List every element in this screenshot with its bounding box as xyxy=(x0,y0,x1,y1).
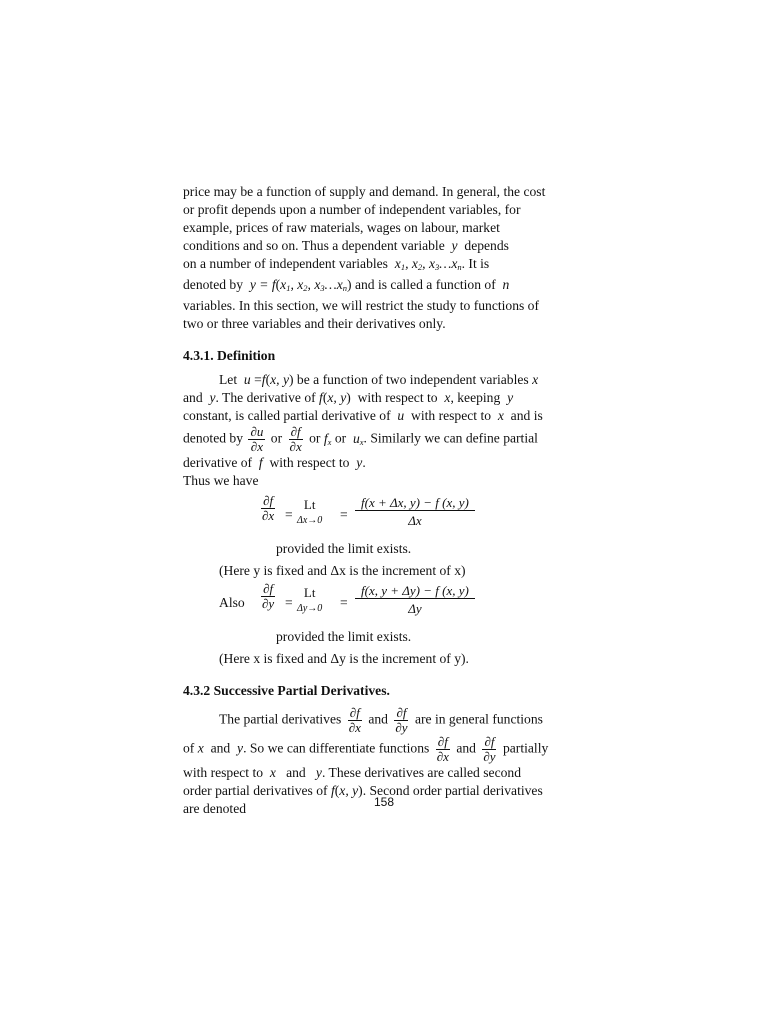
equation-partial-x: $\frac{\partial f}{\partial x}$ = Lt Δx→0 = f(x + Δx, y) − f (x, y) Δx xyxy=(183,494,586,538)
section-heading-successive: 4.3.2 Successive Partial Derivatives. xyxy=(183,683,390,698)
equation-partial-y: Also $\frac{\partial f}{\partial y}$ = Lt Δy→0 = f(x, y + Δy) − f (x, y) Δy xyxy=(183,582,586,626)
note-x-fixed: (Here x is fixed and Δy is the increment of y). xyxy=(219,651,469,666)
paragraph-successive: The partial derivatives $\frac{\partial f}{\partial x}$ and $\frac{\partial f}{\partial y}$ are in general functions of x and y. So we can differentiate functions $\frac{\partial f}{\partial x}$ and $\frac{\partial f}{\partial y}$ partially with respect to x and y. These derivatives are called second order partial derivatives of f(x, y). Second order partial derivatives are denoted xyxy=(183,705,549,816)
page-number: 158 xyxy=(373,795,395,809)
thus-we-have-text: Thus we have xyxy=(183,473,259,488)
document-body: price may be a function of supply and demand. In general, the cost or profit depends upon a number of independent variables, for example, prices of raw materials, wages on labour, market conditions and so on. Thus a dependent variable y depends on a number of independent variables $x_1$, $x_2$, $x_3\dots x_n$. It is denoted by $y = f(x_1$, $x_2$, $x_3\dots x_n$) and is called a function of n variables. In this section, we will restrict the study to functions of two or three variables and their derivatives only. 4.3.1. Definition Let u =f(x, y) be a function of two independent variables x and y. The derivative of f(x, y) with respect to x, keeping y constant, is called partial derivative of u with respect to x and is denoted by $\frac{\partial u}{\partial x}$ or $\frac{\partial f}{\partial x}$ or $f_x$ or $u_x$. Similarly we can define partial derivative of f with respect to y. Thus we have $\frac{\partial f}{\partial x}$ = Lt Δx→0 = f(x + Δx, y) − f (x, y) Δx provided the limit exists. (Here y is fixed and Δx is the increment of x) Also $\frac{\partial f}{\partial y}$ = Lt Δy→0 = f(x, y + Δy) − f (x, y) Δy provided the limit exists. (Here x is fixed and Δy is the increment of y). 4.3.2 Successive Partial Derivatives. The partial derivatives $\frac{\partial f}{\partial x}$ and $\frac{\partial f}{\partial y}$ are in general functions of x and y. So we can differentiate functions $\frac{\partial f}{\partial x}$ and $\frac{\partial f}{\partial y}$ partially with respect to x and y. These derivatives are called second order partial derivatives of f(x, y). Second order partial derivatives are denoted xyxy=(183,183,586,818)
partial-f-x-fraction: $\frac{\partial f}{\partial x}$ xyxy=(289,424,302,454)
section-heading-definition: 4.3.1. Definition xyxy=(183,348,276,363)
partial-u-x-fraction: $\frac{\partial u}{\partial x}$ xyxy=(250,424,264,454)
paragraph-definition: Let u =f(x, y) be a function of two independent variables x and y. The derivative of f(x, y) with respect to x, keeping y constant, is called partial derivative of u with respect to x and is denoted by $\frac{\partial u}{\partial x}$ or $\frac{\partial f}{\partial x}$ or $f_x$ or $u_x$. Similarly we can define partial derivative of f with respect to y. xyxy=(183,372,543,470)
note-y-fixed: (Here y is fixed and Δx is the increment of x) xyxy=(219,563,466,578)
paragraph-intro: price may be a function of supply and demand. In general, the cost or profit depends upon a number of independent variables, for example, prices of raw materials, wages on labour, market conditions and so on. Thus a dependent variable y depends on a number of independent variables $x_1$, $x_2$, $x_3\dots x_n$. It is denoted by $y = f(x_1$, $x_2$, $x_3\dots x_n$) and is called a function of n variables. In this section, we will restrict the study to functions of two or three variables and their derivatives only. xyxy=(183,184,546,331)
